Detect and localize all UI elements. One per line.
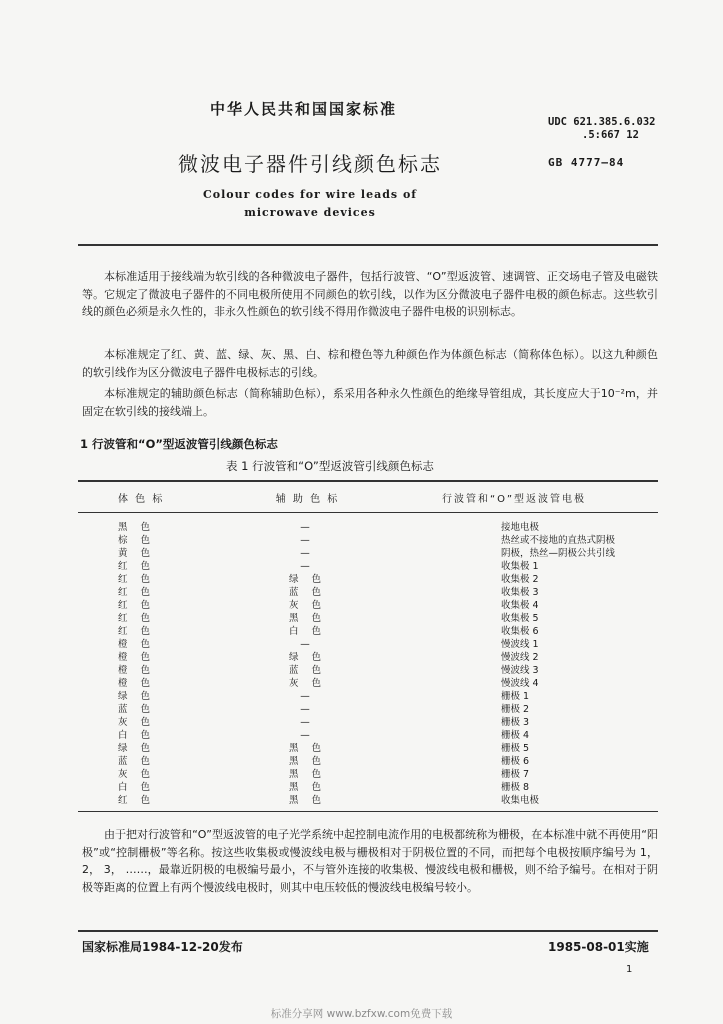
lead-colour-table — [78, 480, 658, 812]
table-row — [78, 690, 658, 703]
cell-aux-colour: 绿 色 — [288, 574, 327, 585]
gb-standard-number: GB 4777—84 — [548, 156, 625, 169]
cell-body-colour: 橙 色 — [118, 639, 156, 650]
watermark: 标准分享网 www.bzfxw.com免费下载 — [270, 1008, 453, 1020]
cell-electrode: 栅极 1 — [501, 691, 530, 702]
cell-electrode: 收集极 6 — [501, 626, 539, 637]
cell-aux-colour: 白 色 — [288, 626, 327, 637]
col-header-electrode: 行波管和“O”型返波管电极 — [371, 481, 658, 513]
table-row — [78, 573, 658, 586]
intro-paragraph-3: 本标准规定的辅助颜色标志（简称辅助色标），系采用各种永久性颜色的绝缘导管组成，其长度应大于10⁻²m，并固定在软引线的接线端上。 — [82, 387, 658, 418]
cell-body-colour: 红 色 — [118, 626, 156, 637]
cell-body-colour: 橙 色 — [118, 678, 156, 689]
table-row — [78, 768, 658, 781]
cell-aux-colour: 黑 色 — [288, 613, 327, 624]
cell-electrode: 收集极 1 — [501, 561, 539, 572]
table-row — [78, 599, 658, 612]
cell-body-colour: 蓝 色 — [118, 704, 156, 715]
cell-aux-colour: 绿 色 — [288, 652, 327, 663]
cell-body-colour: 橙 色 — [118, 665, 156, 676]
effective-date: 1985-08-01实施 — [548, 940, 649, 954]
table-row — [78, 513, 658, 535]
section-1-heading: 1 行波管和“O”型返波管引线颜色标志 — [80, 437, 278, 451]
table-row — [78, 716, 658, 729]
cell-body-colour: 蓝 色 — [118, 756, 156, 767]
table-row — [78, 560, 658, 573]
header-divider — [78, 244, 658, 246]
cell-electrode: 栅极 7 — [501, 769, 530, 780]
cell-aux-colour: — — [300, 730, 315, 741]
table-row — [78, 651, 658, 664]
cell-electrode: 慢波线 2 — [501, 652, 539, 663]
cell-electrode: 收集电极 — [371, 794, 658, 812]
footer-divider — [78, 930, 658, 932]
col-header-body-colour: 体 色 标 — [78, 481, 244, 513]
table-row — [78, 781, 658, 794]
col-header-aux-colour: 辅 助 色 标 — [244, 481, 371, 513]
cell-body-colour: 灰 色 — [118, 717, 156, 728]
title-en-line-2: microwave devices — [244, 206, 376, 219]
cell-aux-colour: 黑 色 — [288, 769, 327, 780]
table-row — [78, 664, 658, 677]
cell-aux-colour: — — [300, 535, 315, 546]
cell-electrode: 栅极 4 — [501, 730, 530, 741]
table-row — [78, 755, 658, 768]
table-row — [78, 612, 658, 625]
cell-electrode: 栅极 6 — [501, 756, 530, 767]
cell-aux-colour: 蓝 色 — [288, 587, 327, 598]
cell-electrode: 栅极 5 — [501, 743, 530, 754]
table-row — [78, 794, 658, 812]
cell-aux-colour: 黑 色 — [244, 794, 371, 812]
table-row — [78, 586, 658, 599]
cell-aux-colour: — — [300, 639, 315, 650]
cell-electrode: 接地电极 — [501, 522, 540, 533]
cell-aux-colour: — — [300, 704, 315, 715]
page-number: 1 — [626, 964, 633, 975]
cell-aux-colour: 黑 色 — [288, 756, 327, 767]
document-title-cn: 微波电子器件引线颜色标志 — [178, 152, 442, 176]
cell-body-colour: 灰 色 — [118, 769, 156, 780]
cell-aux-colour: 黑 色 — [288, 743, 327, 754]
cell-body-colour: 橙 色 — [118, 652, 156, 663]
table-caption: 表 1 行波管和“O”型返波管引线颜色标志 — [226, 459, 434, 473]
cell-body-colour: 红 色 — [118, 587, 156, 598]
national-standard-heading: 中华人民共和国国家标准 — [210, 100, 398, 118]
cell-body-colour: 黑 色 — [118, 522, 156, 533]
cell-body-colour: 红 色 — [78, 794, 244, 812]
cell-electrode: 栅极 2 — [501, 704, 530, 715]
cell-body-colour: 棕 色 — [118, 535, 156, 546]
intro-paragraph-2: 本标准规定了红、黄、蓝、绿、灰、黑、白、棕和橙色等九种颜色作为体颜色标志（简称体色标）。以这九种颜色的软引线作为区分微波电子器件电极标志的引线。 — [82, 348, 658, 379]
udc-line-1: UDC 621.385.6.032 — [548, 116, 656, 128]
cell-electrode: 慢波线 3 — [501, 665, 539, 676]
table-row — [78, 547, 658, 560]
cell-aux-colour: — — [300, 691, 315, 702]
cell-body-colour: 绿 色 — [118, 691, 156, 702]
cell-body-colour: 黄 色 — [118, 548, 156, 559]
table-header-row — [78, 481, 658, 513]
cell-electrode: 慢波线 4 — [501, 678, 539, 689]
table-row — [78, 534, 658, 547]
cell-aux-colour: 蓝 色 — [288, 665, 327, 676]
cell-electrode: 收集极 2 — [501, 574, 539, 585]
cell-body-colour: 红 色 — [118, 574, 156, 585]
cell-electrode: 栅极 3 — [501, 717, 530, 728]
table-row — [78, 677, 658, 690]
table-row — [78, 638, 658, 651]
document-title-en — [150, 186, 470, 222]
cell-aux-colour: 灰 色 — [288, 600, 327, 611]
cell-electrode: 收集极 4 — [501, 600, 539, 611]
table-row — [78, 742, 658, 755]
title-en-line-1: Colour codes for wire leads of — [202, 188, 418, 201]
cell-electrode: 热丝或不接地的直热式阴极 — [501, 535, 616, 546]
cell-body-colour: 绿 色 — [118, 743, 156, 754]
cell-body-colour: 红 色 — [118, 613, 156, 624]
cell-aux-colour: — — [300, 548, 315, 559]
cell-body-colour: 红 色 — [118, 600, 156, 611]
cell-aux-colour: — — [300, 561, 315, 572]
after-table-paragraph: 由于把对行波管和“O”型返波管的电子光学系统中起控制电流作用的电极都统称为栅极，在本标准中就不再使用“阳极”或“控制栅极”等名称。按这些收集极或慢波线电极与栅极相对于阴极位置的不同，而把每个电极按顺序编号为 1， 2， 3， ……，最靠近阴极的电极编号最小，不与管外连接的收集极、慢波线电极和栅极，则不给予编号。在相对于阴极等距离的位置上有两个慢波线电极时，则其中电压较低的慢波线电极编号较小。 — [82, 828, 658, 894]
table-row — [78, 703, 658, 716]
table-row — [78, 625, 658, 638]
cell-electrode: 阴极，热丝—阴极公共引线 — [501, 548, 616, 559]
cell-aux-colour: — — [300, 717, 315, 728]
table-row — [78, 729, 658, 742]
udc-line-2: .5:667 12 — [582, 129, 639, 141]
cell-electrode: 栅极 8 — [501, 782, 530, 793]
cell-aux-colour: 黑 色 — [288, 782, 327, 793]
cell-electrode: 慢波线 1 — [501, 639, 539, 650]
issue-date: 国家标准局1984-12-20发布 — [82, 940, 243, 954]
cell-electrode: 收集极 3 — [501, 587, 539, 598]
cell-body-colour: 红 色 — [118, 561, 156, 572]
intro-paragraph-1: 本标准适用于接线端为软引线的各种微波电子器件，包括行波管、“O”型返波管、速调管、正交场电子管及电磁铁等。它规定了微波电子器件的不同电极所使用不同颜色的软引线，以作为区分微波电子器件电极的颜色标志。这些软引线的颜色必须是永久性的，非永久性颜色的软引线不得用作微波电子器件电极的识别标志。 — [82, 270, 658, 318]
cell-body-colour: 白 色 — [118, 730, 156, 741]
cell-aux-colour: — — [300, 522, 315, 533]
cell-body-colour: 白 色 — [118, 782, 156, 793]
cell-aux-colour: 灰 色 — [288, 678, 327, 689]
cell-electrode: 收集极 5 — [501, 613, 539, 624]
udc-code — [548, 116, 655, 142]
